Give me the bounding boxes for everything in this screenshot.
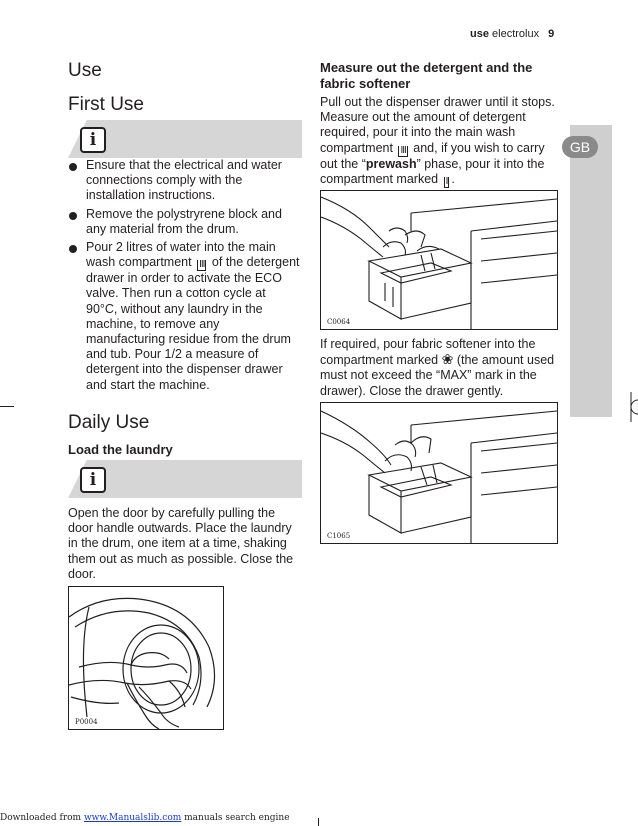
footer-prefix: Downloaded from — [0, 813, 84, 823]
info-icon: i — [80, 467, 106, 493]
softener-text — [320, 337, 556, 399]
header-section: use — [470, 28, 489, 40]
crop-mark-right — [624, 392, 638, 422]
list-item-text: Pour 2 litres of water into the main wash compartment — [86, 240, 276, 270]
page-number: 9 — [548, 28, 555, 40]
dispenser-drawer-illustration-2 — [320, 402, 558, 544]
info-icon: i — [80, 127, 106, 153]
load-laundry-title: Load the laundry — [68, 442, 173, 457]
daily-use-title: Daily Use — [68, 412, 150, 433]
measure-title: Measure out the detergent and the fabric softener — [320, 60, 533, 91]
prewash-compartment-icon: I — [445, 175, 448, 187]
main-wash-compartment-icon: III — [400, 144, 406, 156]
figure-code: C1065 — [327, 532, 351, 540]
hands-in-drum-drawing — [69, 587, 223, 729]
measure-text — [320, 95, 556, 188]
dispenser-drawer-illustration-1 — [320, 190, 558, 330]
figure-code: P0004 — [75, 718, 98, 726]
list-item — [68, 240, 300, 393]
prewash-term: prewash — [365, 156, 417, 171]
softener-text-part: (the amount used must not exceed the “MAX” mark in the drawer). Close the drawer gently. — [320, 353, 555, 398]
first-use-title: First Use — [68, 94, 144, 115]
list-item-text: of the detergent drawer in order to activate the ECO valve. Then run a cotton cycle at 90°C, without any laundry in the machine, to remove any manufacturing residue from the drum and tub. Pour 1/2 a measure of detergent into the dispenser drawer and start the machine. — [86, 255, 300, 392]
manualslib-link[interactable]: www.Manualslib.com — [83, 813, 182, 823]
first-use-list — [68, 158, 300, 396]
crop-mark-bottom — [318, 818, 319, 826]
measure-text-part: ” phase, pour it into the compartment marked — [320, 156, 545, 186]
measure-text-part: . — [451, 171, 455, 186]
softener-compartment-icon: ❀ — [441, 351, 454, 368]
softener-text-part: If required, pour fabric softener into the compartment marked — [320, 337, 536, 368]
fabric-softener-drawer-drawing — [321, 403, 557, 543]
download-footer — [0, 813, 290, 823]
crop-mark-left — [0, 406, 14, 407]
list-item: Remove the polystryrene block and any material from the drum. — [68, 207, 300, 237]
measure-text-part: and, if you wish to carry out the “ — [320, 140, 545, 171]
figure-code: C0064 — [327, 318, 351, 326]
measure-text-part: Pull out the dispenser drawer until it stops. Measure out the amount of detergent required, pour it into the main wash compartment — [320, 95, 555, 155]
info-bar-load-laundry — [68, 460, 302, 498]
list-item: Ensure that the electrical and water connections comply with the installation instructions. — [68, 158, 300, 204]
laundry-loading-illustration — [68, 586, 224, 730]
page-header — [470, 28, 554, 40]
use-title: Use — [68, 60, 102, 81]
info-bar-first-use — [68, 120, 302, 158]
language-tab-strip — [570, 125, 612, 417]
main-wash-compartment-icon: III — [199, 259, 205, 271]
header-brand: electrolux — [492, 28, 540, 40]
language-tab-label: GB — [562, 136, 598, 158]
detergent-drawer-drawing — [321, 191, 557, 329]
footer-suffix: manuals search engine — [181, 813, 290, 823]
load-laundry-text: Open the door by carefully pulling the door handle outwards. Place the laundry in the drum, one item at a time, shaking them out as much as possible. Close the door. — [68, 506, 294, 581]
